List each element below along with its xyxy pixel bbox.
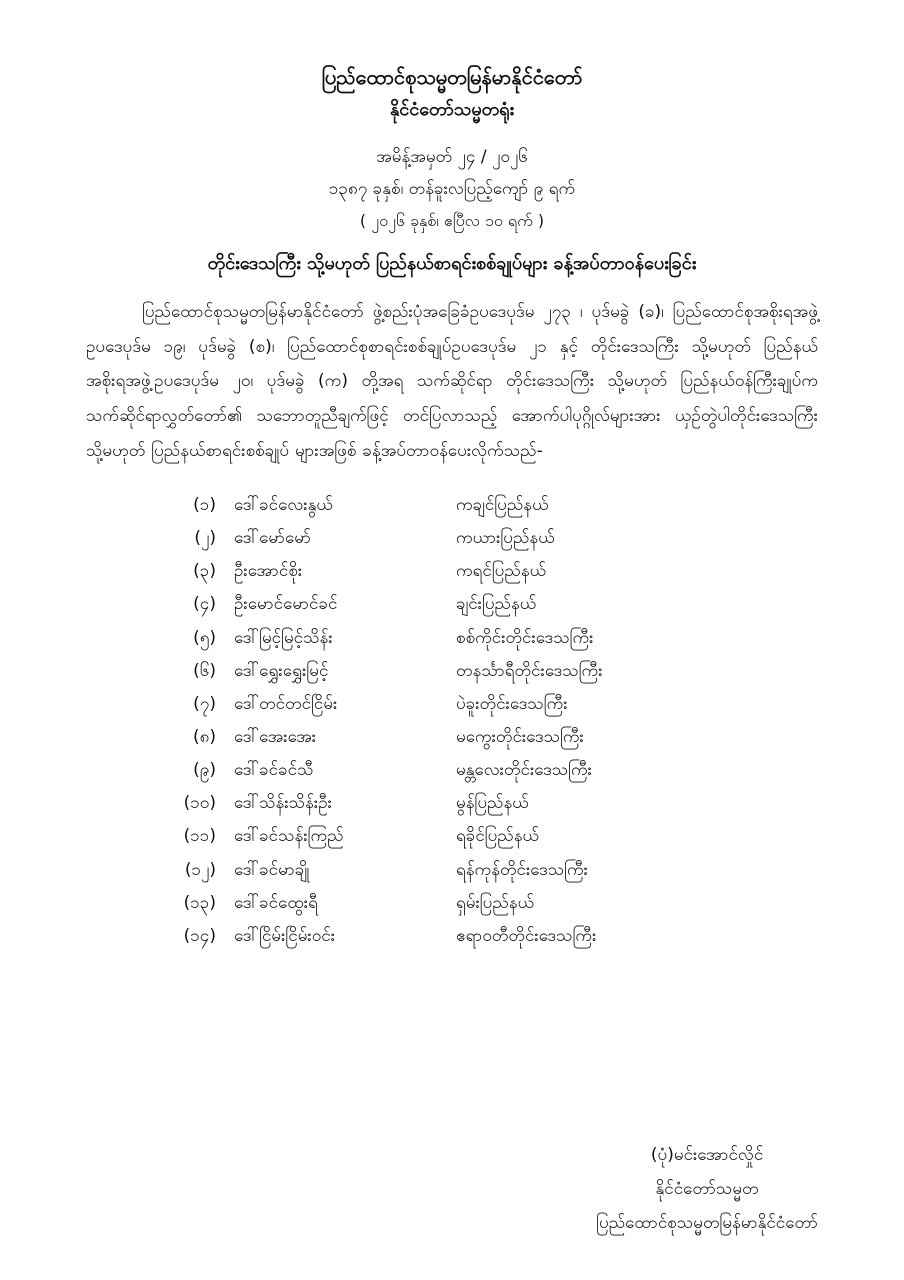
order-number: အမိန့်အမှတ် ၂၄ / ၂၀၂၆ bbox=[376, 147, 528, 167]
list-item-region: ကယားပြည်နယ် bbox=[456, 528, 555, 549]
list-item-name: ဒေါ်ရွှေးရွှေးမြင့် bbox=[234, 660, 329, 681]
list-item-name: ဦးမောင်မောင်ခင် bbox=[234, 594, 338, 615]
list-item-name: ဒေါ်တင်တင်ငြိမ်း bbox=[234, 693, 338, 714]
list-item-number: (၁၀) bbox=[183, 793, 216, 814]
list-item bbox=[164, 522, 818, 555]
date-gregorian: ( ၂၀၂၆ ခုနှစ်၊ ဧပြီလ ၁၀ ရက် ) bbox=[359, 210, 545, 230]
list-item-number: (၆) bbox=[193, 660, 216, 681]
list-item-name: ဒေါ်အေးအေး bbox=[234, 726, 317, 747]
date-myanmar: ၁၃၈၇ ခုနှစ်၊ တန်ခူးလပြည့်ကျော် ၉ ရက် bbox=[328, 179, 576, 200]
list-item bbox=[164, 588, 818, 621]
signature-title: နိုင်ငံတော်သမ္မတ bbox=[655, 1179, 759, 1199]
list-item bbox=[164, 854, 818, 887]
list-item-name: ဒေါ်သိန်းသိန်းဦး bbox=[234, 793, 332, 814]
list-item-name: ဒေါ်ခင်လေးနွယ် bbox=[234, 495, 333, 515]
document-subject: တိုင်းဒေသကြီး သို့မဟုတ် ပြည်နယ်စာရင်းစစ်ချုပ်များ ခန့်အပ်တာဝန်ပေးခြင်း bbox=[207, 252, 697, 274]
list-item-region: ရှမ်းပြည်နယ် bbox=[456, 892, 535, 913]
list-item-number: (၈) bbox=[193, 726, 216, 747]
list-item-region: ကရင်ပြည်နယ် bbox=[456, 561, 547, 582]
list-item-number: (၁၁) bbox=[183, 826, 216, 847]
list-item-name: ဒေါ်ခင်ခင်သီ bbox=[234, 760, 314, 781]
list-item-region: ရန်ကုန်တိုင်းဒေသကြီး bbox=[456, 859, 588, 880]
list-item bbox=[164, 820, 818, 853]
list-item-region: ရခိုင်ပြည်နယ် bbox=[456, 826, 540, 847]
list-item-number: (၃) bbox=[193, 561, 216, 582]
list-item bbox=[164, 655, 818, 688]
list-item-name: ဒေါ်ငြိမ်းငြိမ်းဝင်း bbox=[234, 925, 336, 946]
signature-name: (ပုံ)မင်းအောင်လှိုင် bbox=[650, 1145, 764, 1165]
list-item-region: မန္တလေးတိုင်းဒေသကြီး bbox=[456, 760, 592, 781]
paragraph-text: ပြည်ထောင်စုသမ္မတမြန်မာနိုင်ငံတော် ဖွဲ့စည်းပုံအခြေခံဥပဒေပုဒ်မ ၂၇၃ ၊ ပုဒ်မခွဲ (ခ)၊ ပြည်ထောင်စုအစိုးရအဖွဲ့ဥပဒေပုဒ်မ ၁၉၊ ပုဒ်မခွဲ (စ)၊ ပြည်ထောင်စုစာရင်းစစ်ချုပ်ဥပဒေပုဒ်မ ၂၁ နှင့် တိုင်းဒေသကြီး သို့မဟုတ် ပြည်နယ်အစိုးရအဖွဲ့ဥပဒေပုဒ်မ ၂၀၊ ပုဒ်မခွဲ (က) တို့အရ သက်ဆိုင်ရာ တိုင်းဒေသကြီး သို့မဟုတ် ပြည်နယ်ဝန်ကြီးချုပ်က သက်ဆိုင်ရာလွှတ်တော်၏ သဘောတူညီချက်ဖြင့် တင်ပြလာသည့် အောက်ပါပုဂ္ဂိုလ်များအား ယှဉ်တွဲပါတိုင်းဒေသကြီး သို့မဟုတ် ပြည်နယ်စာရင်းစစ်ချုပ် များအဖြစ် ခန့်အပ်တာဝန်ပေးလိုက်သည်- bbox=[86, 301, 818, 462]
list-item-name: ဒေါ်ခင်မာချို bbox=[234, 859, 310, 880]
signature-country: ပြည်ထောင်စုသမ္မတမြန်မာနိုင်ငံတော် bbox=[596, 1213, 818, 1233]
list-item bbox=[164, 754, 818, 787]
list-item-region: စစ်ကိုင်းတိုင်းဒေသကြီး bbox=[456, 627, 594, 648]
list-item-region: ပဲခူးတိုင်းဒေသကြီး bbox=[456, 693, 568, 714]
list-item bbox=[164, 787, 818, 820]
list-item bbox=[164, 721, 818, 754]
list-item bbox=[164, 489, 818, 522]
list-item-number: (၁၃) bbox=[183, 892, 216, 913]
list-item-name: ဒေါ်ခင်သန်းကြည် bbox=[234, 826, 344, 847]
list-item-number: (၉) bbox=[193, 760, 216, 781]
list-item bbox=[164, 555, 818, 588]
list-item-name: ဒေါ်ခင်ထွေးရီ bbox=[234, 892, 318, 913]
list-item bbox=[164, 622, 818, 655]
list-item-number: (၁၂) bbox=[184, 859, 216, 880]
list-item-number: (၇) bbox=[193, 693, 216, 714]
country-heading: ပြည်ထောင်စုသမ္မတမြန်မာနိုင်ငံတော် bbox=[321, 65, 583, 89]
list-item bbox=[164, 688, 818, 721]
list-item-region: ကချင်ပြည်နယ် bbox=[456, 495, 549, 515]
list-item-number: (၁၄) bbox=[183, 925, 216, 946]
list-item bbox=[164, 887, 818, 920]
signature-block bbox=[596, 1138, 818, 1240]
list-item-name: ဒေါ်မော်မော် bbox=[234, 528, 311, 549]
body-paragraph bbox=[86, 295, 818, 469]
list-item-number: (၂) bbox=[194, 528, 216, 549]
list-item-region: မွန်ပြည်နယ် bbox=[456, 793, 529, 814]
list-item-region: တနင်္သာရီတိုင်းဒေသကြီး bbox=[456, 660, 603, 681]
appointments-list bbox=[164, 489, 818, 953]
list-item-number: (၅) bbox=[193, 627, 216, 648]
list-item-number: (၄) bbox=[193, 594, 216, 615]
list-item-number: (၁) bbox=[193, 495, 216, 515]
list-item bbox=[164, 920, 818, 953]
list-item-region: မကွေးတိုင်းဒေသကြီး bbox=[456, 726, 584, 747]
office-heading: နိုင်ငံတော်သမ္မတရုံး bbox=[389, 99, 515, 120]
list-item-name: ဒေါ်မြင့်မြင့်သိန်း bbox=[234, 627, 333, 648]
list-item-region: ဧရာဝတီတိုင်းဒေသကြီး bbox=[456, 925, 597, 946]
list-item-region: ချင်းပြည်နယ် bbox=[456, 594, 537, 615]
list-item-name: ဦးအောင်စိုး bbox=[234, 561, 303, 582]
